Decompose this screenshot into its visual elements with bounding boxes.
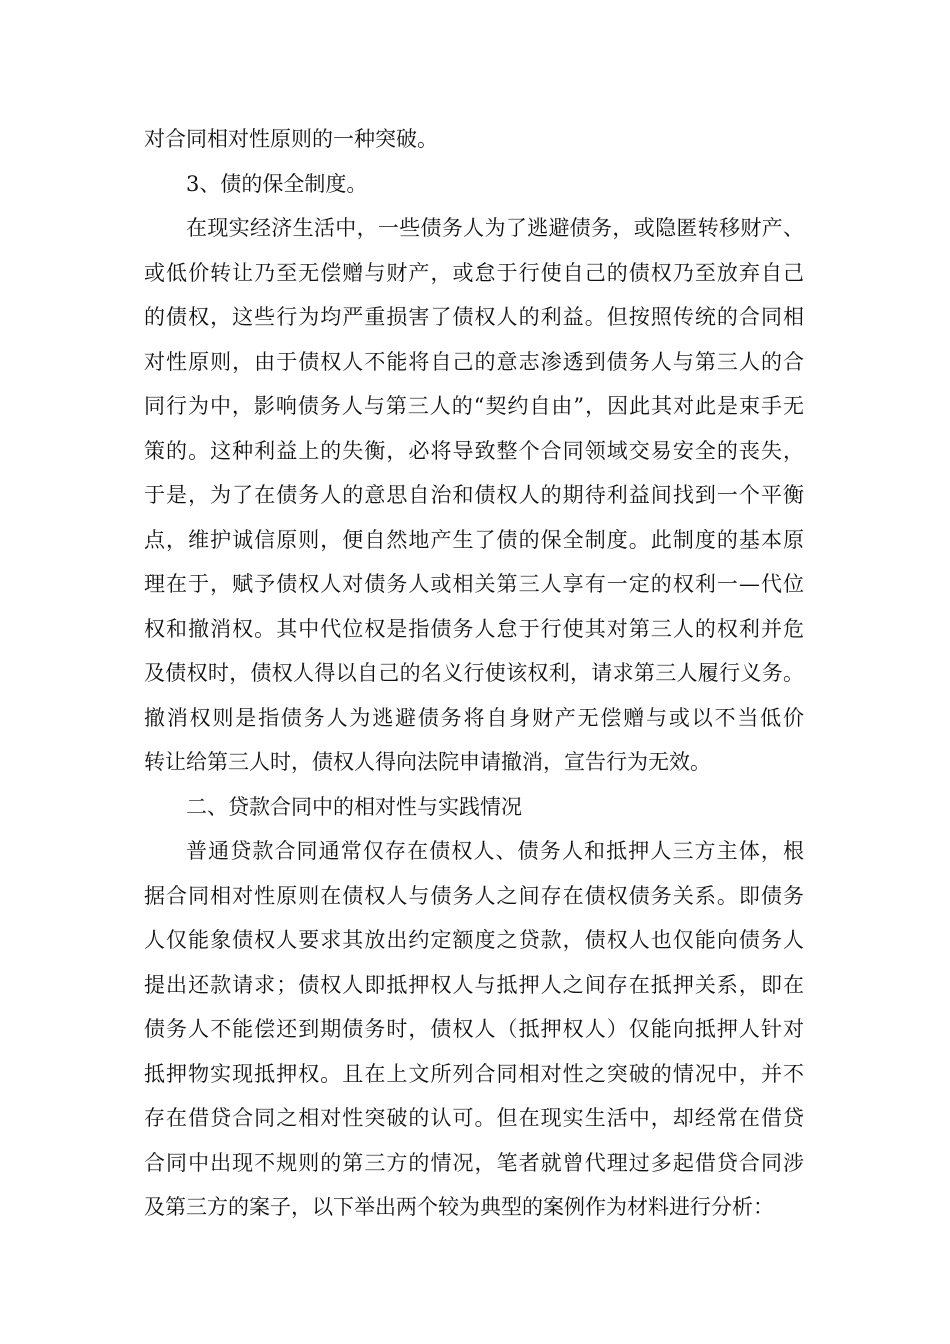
paragraph-line: 合同中出现不规则的第三方的情况，笔者就曾代理过多起借贷合同涉 (144, 1150, 804, 1175)
paragraph-line: 撤消权则是指债务人为逃避债务将自身财产无偿赠与或以不当低价 (144, 705, 804, 730)
paragraph-line: 点，维护诚信原则，便自然地产生了债的保全制度。此制度的基本原 (144, 527, 804, 552)
paragraph-line: 据合同相对性原则在债权人与债务人之间存在债权债务关系。即债务 (144, 883, 804, 908)
paragraph-line: 及债权时，债权人得以自己的名义行使该权利，请求第三人履行义务。 (144, 661, 804, 685)
paragraph-line: 在现实经济生活中，一些债务人为了逃避债务，或隐匿转移财产、 (186, 216, 804, 240)
paragraph-line: 于是，为了在债务人的意思自治和债权人的期待利益间找到一个平衡 (144, 483, 804, 507)
paragraph-line: 的债权，这些行为均严重损害了债权人的利益。但按照传统的合同相 (144, 305, 804, 329)
paragraph-line: 理在于，赋予债权人对债务人或相关第三人享有一定的权利一—代位 (144, 572, 804, 596)
paragraph-line: 普通贷款合同通常仅存在债权人、债务人和抵押人三方主体，根 (186, 839, 804, 863)
paragraph-line: 提出还款请求；债权人即抵押权人与抵押人之间存在抵押关系，即在 (144, 972, 804, 997)
paragraph-line: 抵押物实现抵押权。且在上文所列合同相对性之突破的情况中，并不 (144, 1061, 804, 1086)
paragraph-line: 或低价转让乃至无偿赠与财产，或怠于行使自己的债权乃至放弃自己 (144, 260, 804, 285)
paragraph-line: 存在借贷合同之相对性突破的认可。但在现实生活中，却经常在借贷 (144, 1106, 804, 1130)
paragraph-line: 策的。这种利益上的失衡，必将导致整个合同领域交易安全的丧失， (144, 438, 804, 463)
document-body (144, 117, 804, 1230)
section-heading: 3、债的保全制度。 (186, 171, 368, 196)
paragraph-line: 对合同相对性原则的一种突破。 (144, 127, 438, 151)
paragraph-line: 人仅能象债权人要求其放出约定额度之贷款，债权人也仅能向债务人 (144, 928, 804, 952)
paragraph-line: 权和撤消权。其中代位权是指债务人怠于行使其对第三人的权利并危 (144, 616, 804, 641)
paragraph-line: 同行为中，影响债务人与第三人的“契约自由”，因此其对此是束手无 (144, 394, 804, 418)
paragraph-line: 转让给第三人时，债权人得向法院申请撤消，宣告行为无效。 (144, 750, 711, 774)
section-heading: 二、贷款合同中的相对性与实践情况 (186, 794, 522, 819)
paragraph-line: 对性原则，由于债权人不能将自己的意志渗透到债务人与第三人的合 (144, 349, 804, 374)
paragraph-line: 债务人不能偿还到期债务时，债权人（抵押权人）仅能向抵押人针对 (144, 1017, 804, 1041)
paragraph-line: 及第三方的案子，以下举出两个较为典型的案例作为材料进行分析： (144, 1195, 774, 1219)
